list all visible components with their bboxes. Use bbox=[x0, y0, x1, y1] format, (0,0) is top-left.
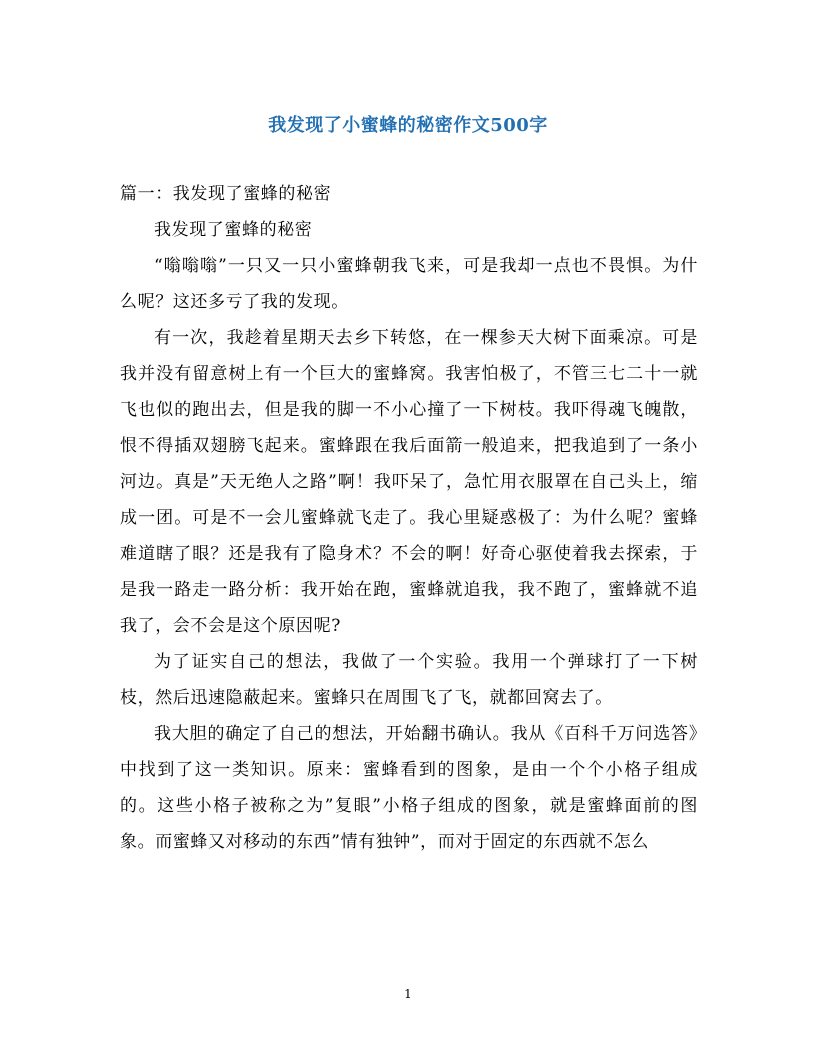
paragraph: 为了证实自己的想法，我做了一个实验。我用一个弹球打了一下树枝，然后迅速隐蔽起来。蜜蜂只在周围飞了飞，就都回窝去了。 bbox=[120, 652, 698, 708]
paragraph: 有一次，我趁着星期天去乡下转悠，在一棵参天大树下面乘凉。可是我并没有留意树上有一个巨大的蜜蜂窝。我害怕极了，不管三七二十一就飞也似的跑出去，但是我的脚一不小心撞了一下树枝。我吓得魂飞魄散，恨不得插双翅膀飞起来。蜜蜂跟在我后面箭一般追来，把我追到了一条小河边。真是”天无绝人之路”啊！我吓呆了，急忙用衣服罩在自己头上，缩成一团。可是不一会儿蜜蜂就飞走了。我心里疑惑极了：为什么呢？蜜蜂难道瞎了眼？还是我有了隐身术？不会的啊！好奇心驱使着我去探索，于是我一路走一路分析：我开始在跑，蜜蜂就追我，我不跑了，蜜蜂就不追我了，会不会是这个原因呢? bbox=[120, 328, 698, 636]
paragraph: 我大胆的确定了自己的想法，开始翻书确认。我从《百科千万问选答》中找到了这一类知识。原来：蜜蜂看到的图象，是由一个个小格子组成的。这些小格子被称之为”复眼”小格子组成的图象，就是蜜蜂面前的图象。而蜜蜂又对移动的东西”情有独钟”，而对于固定的东西就不怎么 bbox=[120, 724, 698, 852]
document-title: 我发现了小蜜蜂的秘密作文500字 bbox=[268, 115, 548, 136]
paragraph-subtitle: 我发现了蜜蜂的秘密 bbox=[154, 220, 313, 240]
section-heading: 篇一：我发现了蜜蜂的秘密 bbox=[120, 184, 332, 204]
document-body bbox=[120, 176, 698, 860]
paragraph: “嗡嗡嗡”一只又一只小蜜蜂朝我飞来，可是我却一点也不畏惧。为什么呢？这还多亏了我的发现。 bbox=[120, 256, 698, 312]
page-number: 1 bbox=[404, 987, 412, 1001]
